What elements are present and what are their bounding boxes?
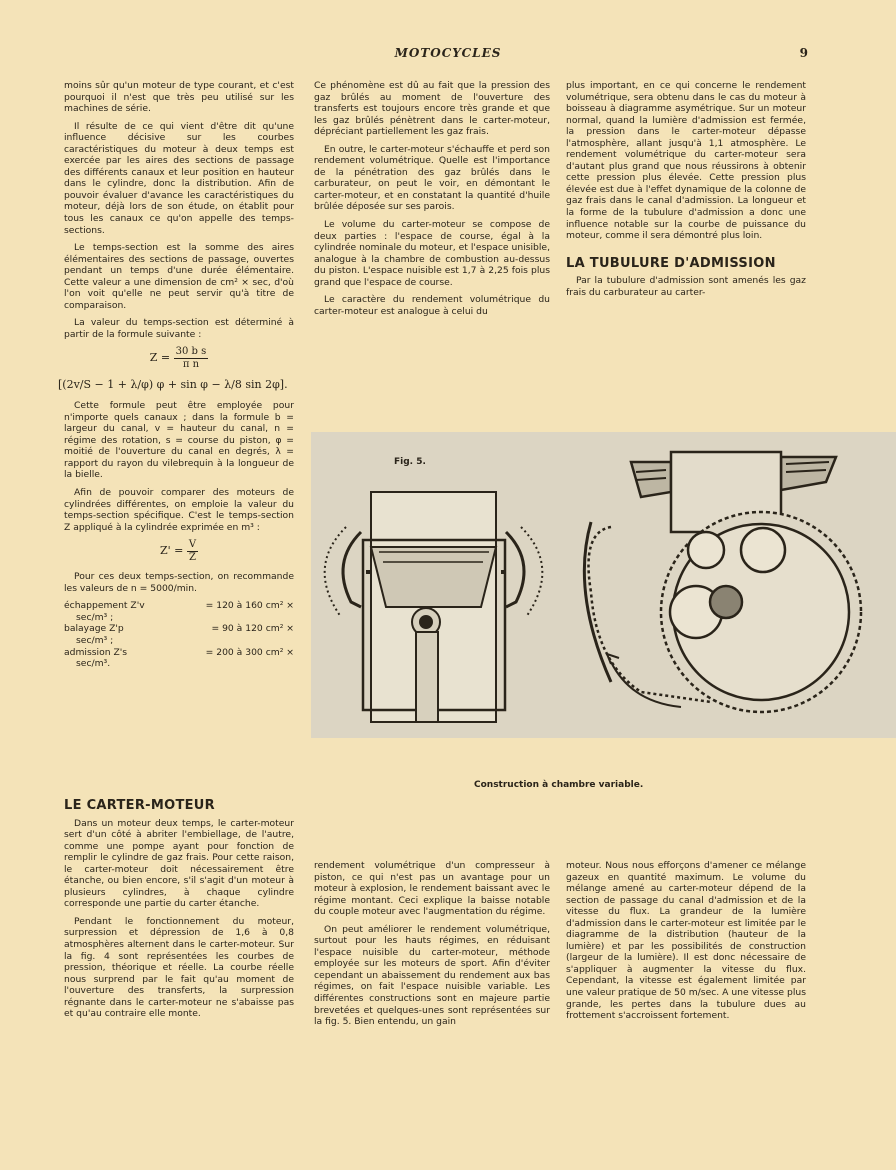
formula-denominator: π n	[182, 359, 200, 371]
left-engine-section	[325, 492, 543, 722]
formula-bracket-term: [(2v/S − 1 + λ/φ) φ + sin φ − λ/8 sin 2φ].	[58, 377, 288, 391]
paragraph: Cette formule peut être employée pour n'importe quels canaux ; dans la formule b = largeur du canal, v = hauteur du canal, n = régime des rotation, s = course du piston, φ = moitié de l'ouverture du canal en degrés, λ = rapport du rayon du vilebrequin à la longueur de la bielle.	[64, 400, 294, 481]
paragraph: Le temps-section est la somme des aires élémentaires des sections de passage, ouvertes pendant un temps d'une durée élémentaire. Cette valeur a une dimension de cm² × sec, d'où l'on voit qu'elle ne peut servir qu'à titre de comparaison.	[64, 242, 294, 311]
formula-lhs: Z' =	[159, 544, 184, 558]
paragraph: Pour ces deux temps-section, on recommande les valeurs de n = 5000/min.	[64, 571, 294, 594]
value-label: balayage Z'p	[64, 623, 124, 635]
right-engine-section	[584, 452, 861, 712]
paragraph: Le caractère du rendement volumétrique du carter-moteur est analogue à celui du	[314, 294, 550, 317]
value-range: = 120 à 160 cm² ×	[205, 600, 294, 612]
paragraph: On peut améliorer le rendement volumétrique, surtout pour les hauts régimes, en réduisant l'espace nuisible du carter-moteur, méthode employée sur les moteurs de sport. Afin d'éviter cependant un abaissement du rendement aux bas régimes, on fait l'espace nuisible variable. Les différentes constructions sont en majeure partie brevetées et quelques-unes sont représentées sur la fig. 5. Bien entendu, un gain	[314, 923, 550, 1028]
paragraph: En outre, le carter-moteur s'échauffe et perd son rendement volumétrique. Quelle est l'importance de la pénétration des gaz brûlés dans le carburateur, on peut le voir, en démontant le carter-moteur, et en constatant la quantité d'huile brûlée déposée sur ses parois.	[314, 143, 550, 213]
paragraph: Il résulte de ce qui vient d'être dit qu'une influence décisive sur les courbes caractéristiques du moteur à deux temps est exercée par les aires des sections de passage des différents canaux et leur position en hauteur dans le cylindre, donc la distribution. Afin de pouvoir évaluer d'avance les caractéristiques du moteur, déjà lors de son étude, on établit pour tous les canaux ce qu'on appelle des temps-sections.	[64, 120, 294, 236]
paragraph: plus important, en ce qui concerne le rendement volumétrique, sera obtenu dans le cas du moteur à boisseau à diagramme asymétrique. Sur un moteur normal, quand la lumière d'admission est fermée, la pression dans le carter-moteur dépasse l'atmosphère, allant jusqu'à 1,1 atmosphère. Le rendement volumétrique du carter-moteur sera d'autant plus grand que nous réussirons à obtenir cette pression plus élevée. Cette pression plus élevée est due à l'effet dynamique de la colonne de gaz frais dans le canal d'admission. La longueur et la forme de la tubulure d'admission a donc une influence notable sur la courbe de puissance du moteur, comme il sera démontré plus loin.	[566, 80, 806, 242]
paragraph: Pendant le fonctionnement du moteur, surpression et dépression de 1,6 à 0,8 atmosphères alternent dans le carter-moteur. Sur la fig. 4 sont représentées les courbes de pression, théorique et réelle. La courbe réelle nous surprend par le fait qu'au moment de l'ouverture des transferts, la surpression régnante dans le carter-moteur ne s'abaisse pas et qu'au contraire elle monte.	[64, 915, 294, 1020]
formula-fraction	[187, 539, 198, 563]
paragraph: Afin de pouvoir comparer des moteurs de cylindrées différentes, on emploie la valeur du temps-section spécifique. C'est le temps-section Z appliqué à la cylindrée exprimée en m³ :	[64, 486, 294, 533]
value-unit: sec/m³ ;	[76, 634, 114, 646]
running-header-title: MOTOCYCLES	[394, 46, 502, 60]
column-3-top	[566, 80, 806, 304]
formula-fraction	[174, 346, 209, 370]
value-row-unit	[64, 658, 294, 670]
figure-caption: Construction à chambre variable.	[474, 780, 644, 790]
engine-cross-section-drawing	[311, 432, 896, 738]
value-row	[64, 623, 294, 635]
value-range: = 90 à 120 cm² ×	[211, 623, 294, 635]
paragraph: Ce phénomène est dû au fait que la pression des gaz brûlés au moment de l'ouverture des transferts est toujours encore très grande et que les gaz brûlés pénètrent dans le carter-moteur, dépréciant partiellement les gaz frais.	[314, 80, 550, 138]
figure-5	[311, 432, 896, 738]
column-1-bottom	[64, 800, 294, 1026]
value-row-unit	[64, 635, 294, 647]
value-row	[64, 647, 294, 659]
value-label: échappement Z'v	[64, 600, 145, 612]
value-range: = 200 à 300 cm² ×	[205, 646, 294, 658]
column-1-top	[58, 80, 294, 670]
paragraph: moins sûr qu'un moteur de type courant, et c'est pourquoi il n'est que très peu utilisé sur les machines de série.	[64, 80, 294, 115]
paragraph: moteur. Nous nous efforçons d'amener ce mélange gazeux en quantité maximum. Le volume du mélange amené au carter-moteur dépend de la section de passage du canal d'admission et de la vitesse du flux. La grandeur de la lumière d'admission dans le carter-moteur est limitée par le diagramme de la distribution (hauteur de la lumière) et par les possibilités de construction (largeur de la lumière). Il est donc nécessaire de s'appliquer à augmenter la vitesse du flux. Cependant, la vitesse est également limitée par une valeur pratique de 50 m/sec. A une vitesse plus grande, les pertes dans la tubulure dues au frottement s'accroissent fortement.	[566, 860, 806, 1022]
column-3-bottom	[566, 860, 806, 1028]
formula-numerator: V	[188, 539, 197, 551]
page-number: 9	[799, 46, 808, 60]
paragraph: Par la tubulure d'admission sont amenés les gaz frais du carburateur au carter-	[566, 275, 806, 298]
recommended-values-list	[64, 600, 294, 669]
paragraph: rendement volumétrique d'un compresseur à piston, ce qui n'est pas un avantage pour un moteur à explosion, le rendement baissant avec le régime montant. Ceci explique la baisse notable du couple moteur avec l'augmentation du régime.	[314, 860, 550, 918]
value-row	[64, 600, 294, 612]
figure-label: Fig. 5.	[394, 457, 426, 467]
section-heading-carter-moteur: LE CARTER-MOTEUR	[64, 798, 215, 813]
paragraph: La valeur du temps-section est déterminé à partir de la formule suivante :	[64, 317, 294, 340]
paragraph: Dans un moteur deux temps, le carter-moteur sert d'un côté à abriter l'embiellage, de l'autre, comme une pompe ayant pour fonction de remplir le cylindre de gaz frais. Pour cette raison, le carter-moteur doit nécessairement être étanche, ou bien encore, s'il s'agit d'un moteur à plusieurs cylindres, à chaque cylindre corresponde une partie du carter étanche.	[64, 817, 294, 910]
value-label: admission Z's	[64, 646, 128, 658]
value-unit: sec/m³.	[76, 658, 111, 670]
formula-denominator: Z	[188, 551, 196, 563]
value-unit: sec/m³ ;	[76, 611, 114, 623]
value-row-unit	[64, 612, 294, 624]
paragraph: Le volume du carter-moteur se compose de deux parties : l'espace de course, égal à la cylindrée nominale du moteur, et l'espace unisible, analogue à la chambre de combustion au-dessus du piston. L'espace nuisible est 1,7 à 2,25 fois plus grand que l'espace de course.	[314, 219, 550, 288]
column-2-bottom	[314, 860, 550, 1034]
formula-temps-section	[64, 346, 294, 370]
formula-specific	[64, 539, 294, 563]
column-2-top	[314, 80, 550, 323]
formula-lhs: Z =	[149, 351, 171, 365]
formula-numerator: 30 b s	[175, 346, 207, 358]
section-heading-tubulure: LA TUBULURE D'ADMISSION	[566, 255, 776, 271]
